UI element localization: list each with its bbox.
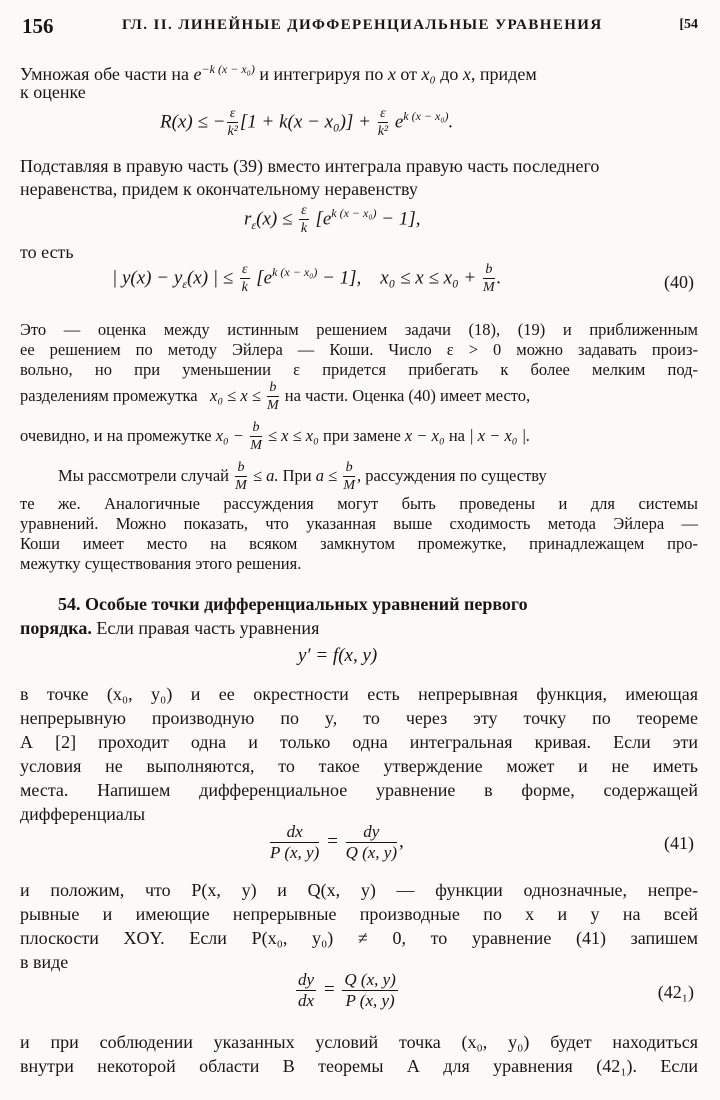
text-line: вольно, но при уменьшении ε придется прибегать к более мелким под-: [20, 360, 698, 379]
equation-number-42: (42₁): [657, 982, 694, 1002]
text-line: те же. Аналогичные рассуждения могут быть проведены и для системы: [20, 494, 698, 513]
text-line: внутри некоторой области B теоремы А для уравнения (42₁). Если: [20, 1056, 698, 1076]
formula-R-estimate: R(x) ≤ − $\frac{\varepsilon}{\text{k²}}$ [1 + k(x − x₀)] + $\frac{\varepsilon}{\text{k²}}$ $e^{k (x - x_0)}$.: [160, 106, 454, 139]
text-line: к оценке: [20, 82, 86, 102]
text-line: и при соблюдении указанных условий точка (x₀, y₀) будет находиться: [20, 1032, 698, 1052]
text-line: Мы рассмотрели случай $\frac{b}{M}$ ≤ a. При a ≤ $\frac{b}{M}$ , рассуждения по существу: [58, 460, 547, 493]
text-line: непрерывную производную по y, то через эту точку по теореме: [20, 708, 698, 728]
formula-40: | $y(x) - y_\varepsilon(x)$ | ≤ $\frac{\varepsilon}{k}$ $[e^{k (x - x_0)} - 1]$, x₀ ≤ x ≤ x₀ + $\frac{b}{M}$ .: [112, 262, 502, 295]
text-line: дифференциалы: [20, 804, 146, 824]
text-line: уравнений. Можно показать, что указанная выше сходимость метода Эйлера —: [20, 514, 698, 533]
text-line: плоскости XOY. Если P(x₀, y₀) ≠ 0, то уравнение (41) запишем: [20, 928, 698, 948]
text-line: порядка. Если правая часть уравнения: [20, 618, 320, 638]
running-title: ГЛ. II. ЛИНЕЙНЫЕ ДИФФЕРЕНЦИАЛЬНЫЕ УРАВНЕНИЯ: [122, 17, 603, 33]
text-line: в точке (x₀, y₀) и ее окрестности есть непрерывная функция, имеющая: [20, 684, 698, 704]
text-line: и положим, что P(x, y) и Q(x, y) — функции однозначные, непре-: [20, 880, 698, 900]
page-header: [22, 14, 698, 40]
formula-41: $\frac{dx}{P (x, y)}$ = $\frac{dy}{Q (x, y)}$ ,: [270, 822, 404, 862]
page-number: 156: [22, 14, 54, 38]
text-line: Это — оценка между истинным решением задачи (18), (19) и приближенным: [20, 320, 698, 339]
text-line: ее решением по методу Эйлера — Коши. Число ε > 0 можно задавать произ-: [20, 340, 698, 359]
text-line: в виде: [20, 952, 69, 972]
text-line: разделениям промежутка x₀ ≤ x ≤ $\frac{b}{M}$ на части. Оценка (40) имеет место,: [20, 380, 531, 413]
text-line: Умножая обе части на $e^{-k (x - x_0)}$ и интегрируя по x от x₀ до x, придем: [20, 62, 537, 84]
equation-number-41: (41): [664, 833, 694, 853]
text-line: межутку существования этого решения.: [20, 554, 302, 573]
equation-number-40: (40): [664, 272, 694, 292]
text-line: очевидно, и на промежутке x₀ − $\frac{b}{M}$ ≤ x ≤ x₀ при замене x − x₀ на | x − x₀ |.: [20, 420, 531, 453]
text-line: неравенства, придем к окончательному неравенству: [20, 179, 418, 199]
formula-y-prime: y′ = f(x, y): [298, 645, 378, 666]
formula-r-epsilon: $r_\varepsilon(x)$ ≤ $\frac{\varepsilon}{k}$ $[e^{k (x - x_0)} - 1]$,: [244, 203, 421, 236]
section-heading: 54. Особые точки дифференциальных уравнений первого: [58, 594, 528, 614]
text-line: Подставляя в правую часть (39) вместо интеграла правую часть последнего: [20, 156, 600, 176]
text-line: условия не выполняются, то такое утверждение может и не иметь: [20, 756, 698, 776]
text-line: А [2] проходит одна и только одна интегральная кривая. Если эти: [20, 732, 698, 752]
section-mark: [54: [679, 17, 698, 32]
text-line: Коши имеет место на всяком замкнутом промежутке, принадлежащем про-: [20, 534, 698, 553]
text-line: места. Напишем дифференциальное уравнение в форме, содержащей: [20, 780, 698, 800]
text-line: рывные и имеющие непрерывные производные по x и y на всей: [20, 904, 698, 924]
formula-42-1: $\frac{dy}{dx}$ = $\frac{Q (x, y)}{P (x, y)}$: [298, 970, 396, 1010]
text-line: то есть: [20, 242, 74, 262]
